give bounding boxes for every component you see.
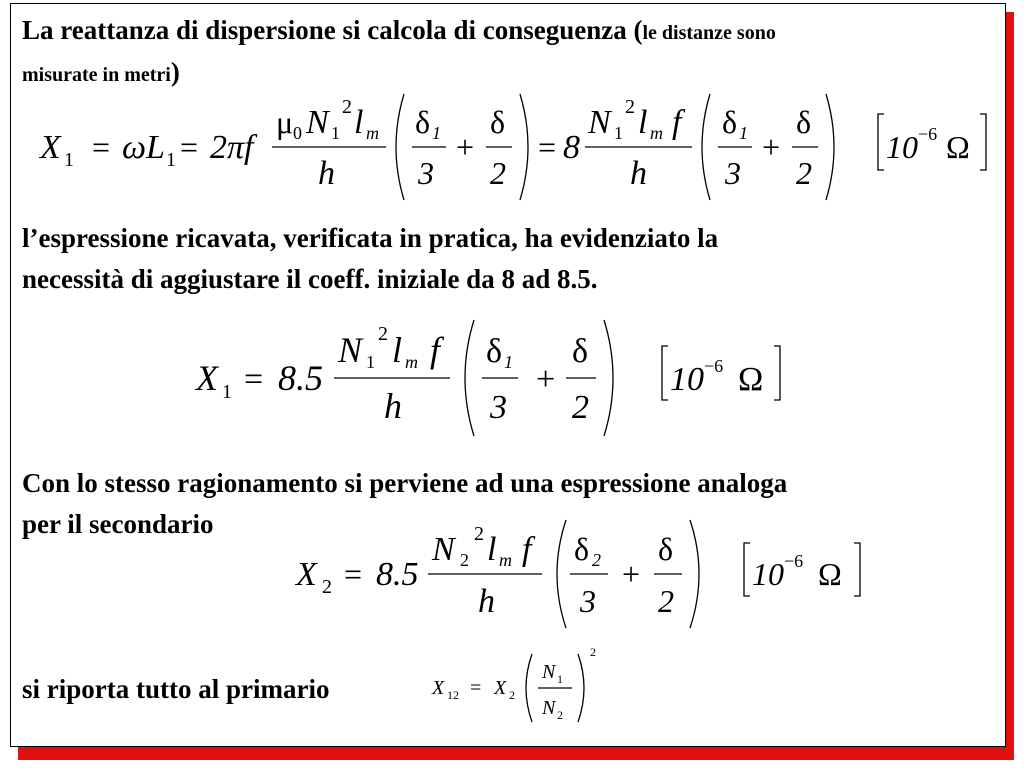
eq4-lhs-sub: 12 — [447, 688, 459, 702]
eq2-l-sub: m — [405, 352, 418, 372]
eq2-n-sub: 1 — [366, 352, 375, 372]
eq1-three: 3 — [418, 155, 434, 191]
eq2-n-exp: 2 — [378, 323, 388, 345]
eq1-equals-2: = — [180, 129, 199, 165]
eq2-unit-sym: Ω — [738, 361, 764, 398]
eq1-delta: δ — [490, 104, 506, 140]
eq2-coef: 8.5 — [278, 358, 323, 398]
eq1-two: 2 — [490, 155, 506, 191]
eq1-delta1-b: δ — [722, 104, 738, 140]
eq3-delta2-sub: 2 — [592, 550, 601, 570]
eq3-delta: δ — [658, 531, 674, 567]
eq4-den: N — [542, 697, 556, 719]
paragraph-reattanza-note2: misurate in metri — [22, 64, 171, 86]
eq2-n: N — [338, 330, 363, 370]
eq1-equals-3: = — [538, 129, 557, 165]
eq2-delta1: δ — [486, 333, 503, 370]
eq3-unit-base: 10 — [752, 556, 784, 592]
paragraph-reattanza-main: La reattanza di dispersione si calcola di conseguenza ( — [22, 15, 643, 45]
eq3-unit-exp: −6 — [784, 551, 804, 571]
eq2-three: 3 — [490, 389, 507, 426]
eq1-l: l — [354, 104, 364, 141]
eq3-n-sub: 2 — [460, 550, 469, 570]
eq3-h: h — [478, 583, 495, 620]
eq2-h: h — [384, 386, 402, 426]
eq1-plus: + — [456, 129, 475, 165]
eq4-lhs: X — [432, 677, 445, 699]
eq3-n: N — [432, 531, 455, 568]
eq4-num: N — [542, 661, 556, 683]
eq3-plus: + — [622, 556, 641, 592]
paragraph-reattanza-note: le distanze sono — [642, 22, 776, 44]
eq1-delta1-sub: 1 — [432, 123, 441, 143]
eq1-f-b: f — [672, 104, 682, 141]
eq2-two: 2 — [572, 389, 589, 426]
paragraph-reattanza-close: ) — [170, 57, 180, 87]
eq1-lhs: X — [40, 129, 61, 166]
eq1-three-b: 3 — [725, 155, 741, 191]
eq4-paren-left — [526, 654, 532, 722]
eq2-unit-exp: −6 — [704, 356, 724, 376]
eq1-l-b: l — [638, 104, 648, 141]
eq2-lhs: X — [196, 358, 218, 398]
eq1-delta-b: δ — [796, 104, 812, 140]
eq2-lhs-sub: 1 — [222, 381, 232, 403]
eq2-delta: δ — [572, 333, 589, 370]
eq3-f: f — [522, 531, 532, 568]
eq1-n-exp: 2 — [342, 96, 352, 118]
eq2-equals: = — [244, 361, 264, 398]
paragraph-secondario-line1: Con lo stesso ragionamento si perviene ad una espressione analoga — [22, 468, 788, 498]
eq1-two-b: 2 — [796, 155, 812, 191]
eq1-n-b-exp: 2 — [625, 96, 635, 118]
eq4-exp: 2 — [590, 645, 596, 659]
paragraph-espressione-line2: necessità di aggiustare il coeff. iniziale da 8 ad 8.5. — [22, 264, 598, 294]
eq4-rhs: X — [494, 677, 507, 699]
eq1-n: N — [306, 104, 329, 141]
eq1-equals-1: = — [92, 129, 111, 165]
eq3-equals: = — [344, 556, 363, 592]
eq1-h: h — [318, 155, 335, 192]
eq2-delta1-sub: 1 — [504, 352, 513, 372]
eq1-mid-sub: 1 — [166, 149, 176, 171]
eq3-n-exp: 2 — [474, 523, 484, 545]
eq1-n-b-sub: 1 — [614, 123, 623, 143]
eq2-unit-base: 10 — [670, 361, 704, 398]
eq1-l-b-sub: m — [650, 123, 663, 143]
eq1-mu-sub: 0 — [293, 123, 302, 143]
paragraph-espressione-line1: l’espressione ricavata, verificata in pratica, ha evidenziato la — [22, 223, 719, 253]
eq4-num-sub: 1 — [557, 672, 563, 686]
eq1-h-b: h — [630, 155, 647, 192]
eq2-f: f — [430, 330, 441, 370]
eq3-l: l — [487, 531, 497, 568]
eq3-two: 2 — [658, 583, 674, 619]
eq4-den-sub: 2 — [557, 708, 563, 722]
eq3-coef: 8.5 — [376, 556, 419, 593]
eq1-n-b: N — [588, 104, 611, 141]
eq1-l-sub: m — [366, 123, 379, 143]
paragraph-secondario-line2: per il secondario — [22, 509, 214, 539]
eq2-l: l — [392, 330, 403, 370]
eq1-n-sub: 1 — [331, 123, 340, 143]
eq4-paren-right — [578, 654, 584, 722]
eq3-three: 3 — [580, 583, 596, 619]
eq1-unit-exp: −6 — [918, 124, 938, 144]
eq3-lhs-sub: 2 — [322, 576, 332, 598]
eq1-mu: μ — [276, 104, 294, 140]
eq1-omega-l: ωL — [122, 129, 165, 166]
eq1-unit-base: 10 — [886, 129, 918, 165]
eq1-lhs-sub: 1 — [64, 149, 74, 171]
eq1-two-pi-f: 2πf — [210, 129, 254, 166]
eq3-lhs: X — [296, 556, 317, 593]
eq2-plus: + — [536, 361, 556, 398]
eq3-unit-sym: Ω — [818, 556, 842, 592]
eq1-coef: 8 — [563, 129, 580, 166]
eq1-plus-b: + — [762, 129, 781, 165]
eq1-unit-sym: Ω — [946, 129, 970, 165]
eq1-delta1-b-sub: 1 — [739, 123, 748, 143]
eq4-equals: = — [470, 677, 482, 699]
eq3-l-sub: m — [499, 550, 512, 570]
eq1-delta1: δ — [415, 104, 431, 140]
paragraph-primario: si riporta tutto al primario — [22, 674, 330, 704]
eq3-delta2: δ — [574, 531, 590, 567]
eq4-rhs-sub: 2 — [509, 688, 515, 702]
